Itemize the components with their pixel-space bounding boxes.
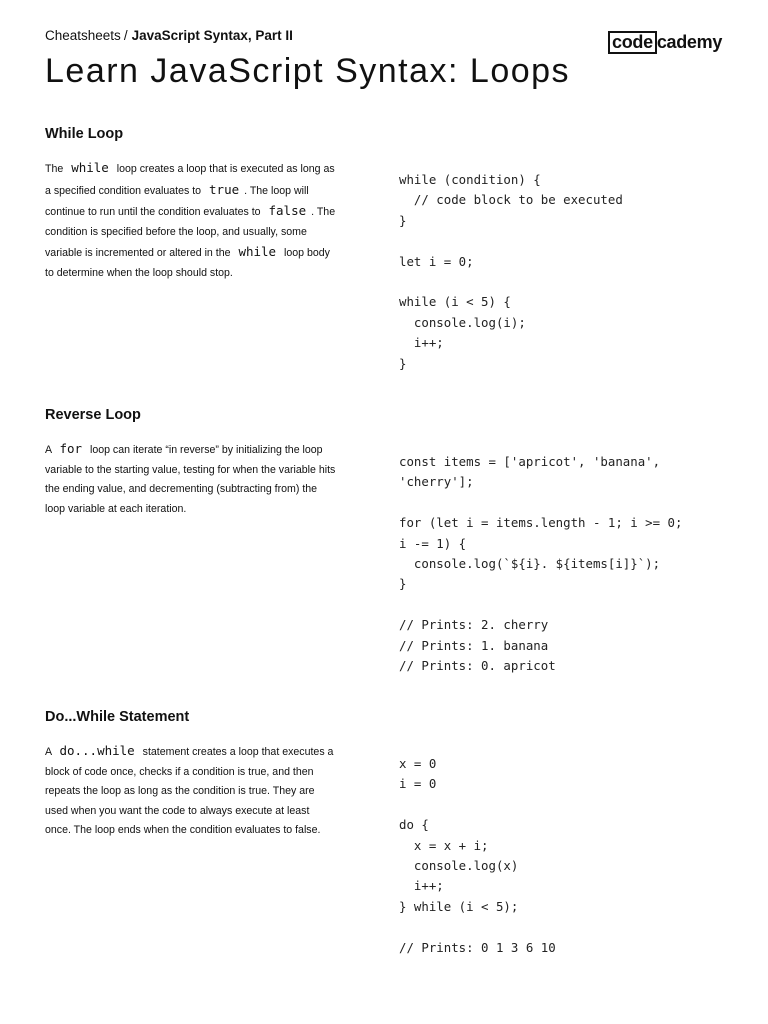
description-text: statement creates a loop that executes a block of code once, checks if a condition is true, and then repeats the loop as long as the condition is true. They are used when you want the code to always execute at least once. The loop ends when the condition evaluates to false.	[45, 746, 334, 837]
inline-code: for	[59, 441, 83, 456]
logo-box-text: code	[608, 31, 657, 54]
description-text: . The condition is specified before the loop, and usually, some variable is incremented or altered in the	[45, 206, 336, 260]
page-title: Learn JavaScript Syntax: Loops	[45, 52, 571, 90]
breadcrumb-root-link[interactable]: Cheatsheets	[45, 28, 121, 43]
description-text: loop can iterate “in reverse” by initializing the loop variable to the starting value, testing for when the variable hits the ending value, and decrementing (subtracting from) the loop variable at each iteration.	[45, 444, 336, 515]
breadcrumb-current: JavaScript Syntax, Part II	[131, 28, 293, 43]
section-heading: While Loop	[45, 126, 124, 142]
breadcrumb-separator: /	[123, 28, 128, 43]
description-text: The	[45, 163, 67, 175]
description-text: loop creates a loop that is executed as long as a specified condition evaluates to	[45, 163, 335, 197]
inline-code: while	[238, 244, 277, 260]
description-text: . The loop will continue to run until the condition evaluates to	[45, 184, 309, 219]
section-description	[45, 439, 337, 519]
section-description	[45, 158, 337, 284]
inline-code: true	[209, 181, 240, 197]
code-block: x = 0 i = 0 do { x = x + i; console.log(x) i++; } while (i < 5); // Prints: 0 1 3 6 10	[399, 756, 556, 955]
logo-rest-text: cademy	[656, 32, 723, 52]
code-block: const items = ['apricot', 'banana', 'cherry']; for (let i = items.length - 1; i >= 0; i -= 1) { console.log(`${i}. ${items[i]}`); } // Prints: 2. cherry // Prints: 1. banana // Prints: 0. apricot	[399, 454, 683, 674]
description-text: A	[45, 444, 55, 456]
section-heading: Do...While Statement	[45, 709, 190, 725]
breadcrumb	[45, 28, 293, 43]
inline-code: while	[71, 160, 109, 175]
code-block: while (condition) { // code block to be executed } let i = 0; while (i < 5) { console.log(i); i++; }	[399, 172, 623, 371]
codecademy-logo[interactable]	[608, 31, 722, 54]
description-text: loop body to determine when the loop should stop.	[45, 247, 330, 279]
section-heading: Reverse Loop	[45, 407, 141, 423]
description-text: A	[45, 746, 55, 758]
inline-code: false	[268, 203, 307, 219]
inline-code: do...while	[59, 743, 135, 758]
section-description	[45, 741, 337, 841]
